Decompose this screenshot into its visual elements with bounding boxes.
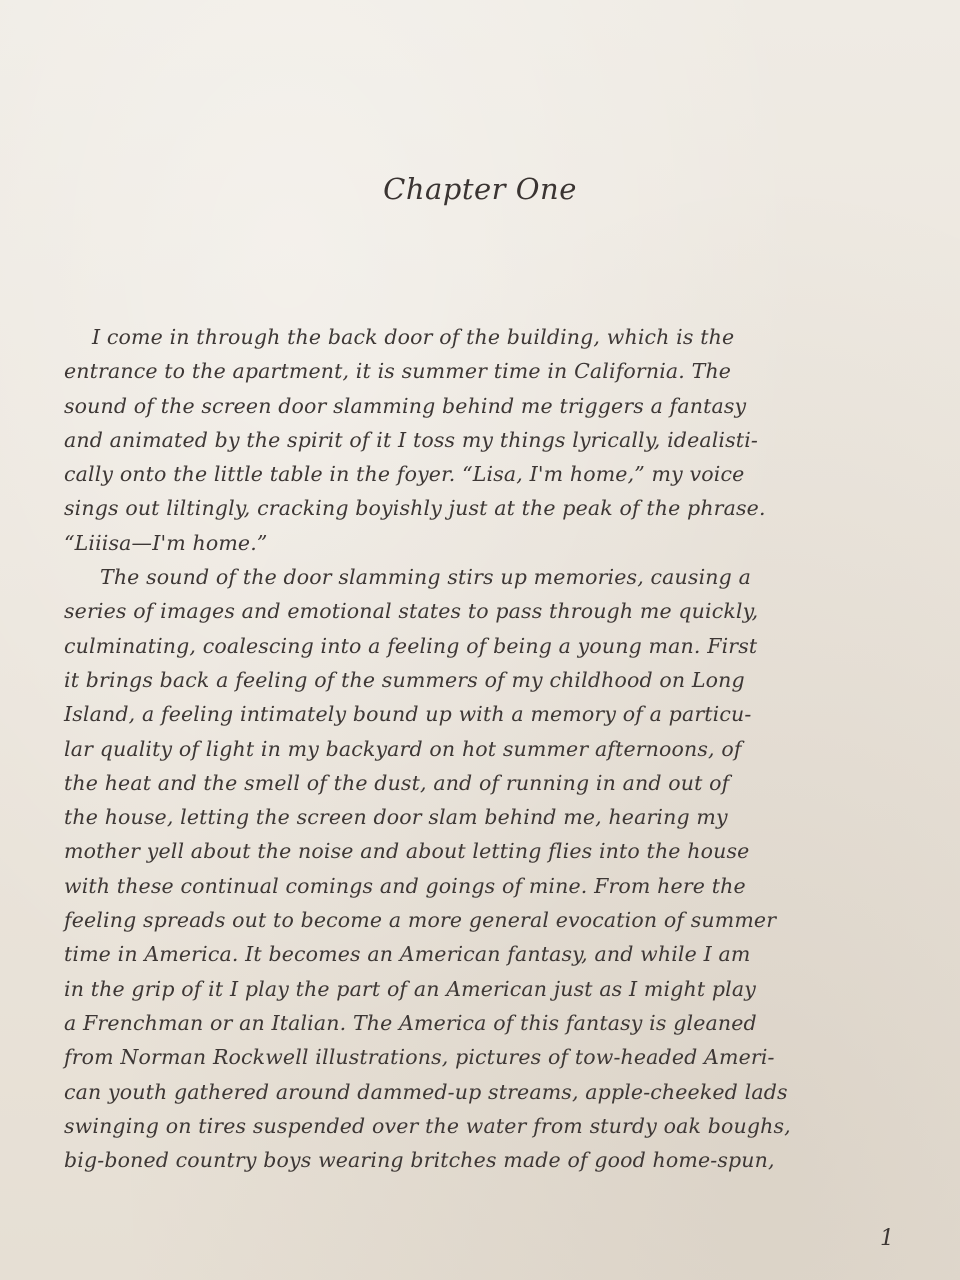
text-line: the house, letting the screen door slam behind me, hearing my — [64, 805, 728, 830]
text-line: the heat and the smell of the dust, and of running in and out of — [64, 770, 730, 795]
text-line: lar quality of light in my backyard on hot summer afternoons, of — [64, 736, 742, 761]
text-line: Island, a feeling intimately bound up with a memory of a particu- — [64, 702, 752, 727]
text-line: The sound of the door slamming stirs up memories, causing a — [100, 565, 751, 590]
text-line: in the grip of it I play the part of an American just as I might play — [64, 976, 756, 1001]
text-line: can youth gathered around dammed-up streams, apple-cheeked lads — [64, 1079, 788, 1104]
text-line: big-boned country boys wearing britches made of good home-spun, — [64, 1148, 775, 1173]
text-line: feeling spreads out to become a more general evocation of summer — [64, 908, 777, 933]
text-line: culminating, coalescing into a feeling of being a young man. First — [64, 633, 758, 658]
text-line: entrance to the apartment, it is summer time in California. The — [64, 359, 732, 384]
text-line: mother yell about the noise and about letting flies into the house — [64, 839, 750, 864]
page-number: 1 — [880, 1226, 894, 1251]
text-line: a Frenchman or an Italian. The America of this fantasy is gleaned — [64, 1010, 757, 1035]
text-line: I come in through the back door of the building, which is the — [92, 325, 735, 349]
body-text — [64, 320, 894, 1177]
text-line: and animated by the spirit of it I toss my things lyrically, idealisti- — [64, 427, 758, 452]
text-line: time in America. It becomes an American fantasy, and while I am — [64, 942, 751, 967]
chapter-title: Chapter One — [383, 172, 577, 206]
text-line: from Norman Rockwell illustrations, pictures of tow-headed Ameri- — [64, 1045, 775, 1070]
text-line: it brings back a feeling of the summers of my childhood on Long — [64, 667, 745, 692]
text-line: sings out liltingly, cracking boyishly just at the peak of the phrase. — [64, 496, 766, 521]
text-line: cally onto the little table in the foyer. “Lisa, I'm home,” my voice — [64, 462, 745, 487]
text-line: “Liiisa—I'm home.” — [64, 530, 268, 555]
text-line: sound of the screen door slamming behind me triggers a fantasy — [64, 393, 747, 418]
text-line: swinging on tires suspended over the water from sturdy oak boughs, — [64, 1113, 791, 1138]
text-line: series of images and emotional states to pass through me quickly, — [64, 599, 759, 624]
text-line: with these continual comings and goings of mine. From here the — [64, 873, 746, 898]
